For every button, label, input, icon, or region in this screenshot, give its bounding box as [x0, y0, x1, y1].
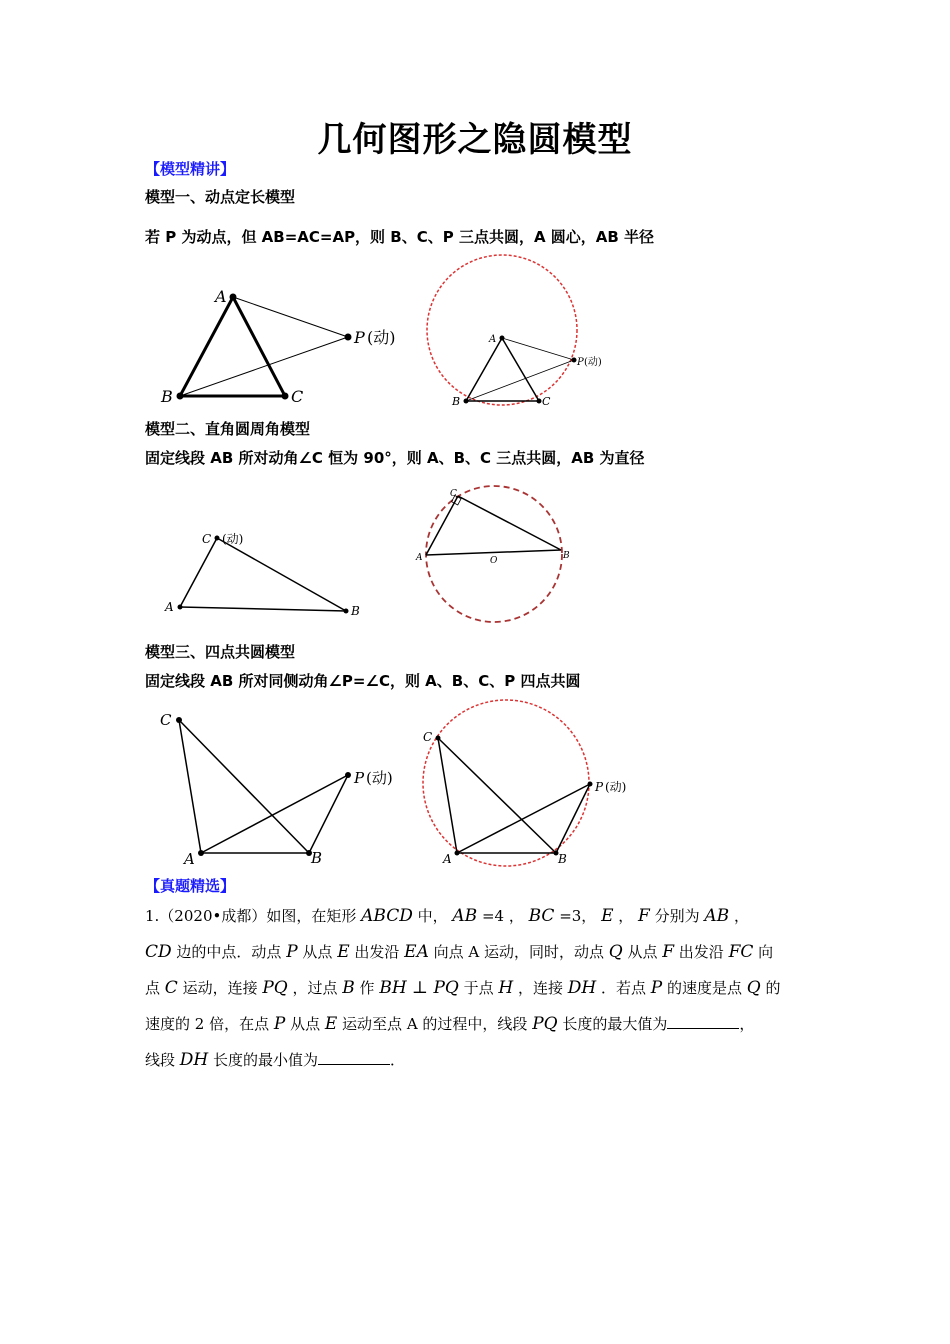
- section-heading-selected-problems: 【真题精选】: [145, 877, 236, 895]
- label-b: B: [351, 604, 360, 618]
- label-c: C: [450, 489, 457, 499]
- label-p-note: (动): [367, 328, 396, 347]
- problem-1: [145, 898, 815, 1078]
- label-c: C: [291, 387, 304, 406]
- model3-heading: 模型三、四点共圆模型: [145, 643, 296, 661]
- model2-figure-right: [410, 482, 580, 627]
- label-b: B: [161, 387, 173, 406]
- problem-line-3: 点 C 运动，连接 PQ ，过点 B 作 BH ⊥ PQ 于点 H ，连接 DH ．若点 P 的速度是点 Q 的: [145, 978, 781, 998]
- label-b: B: [452, 395, 461, 408]
- problem-line-4: 速度的 2 倍，在点 P 从点 E 运动至点 A 的过程中，线段 PQ 长度的最大值为 ，: [145, 1014, 755, 1034]
- label-p-note: (动): [605, 780, 627, 794]
- label-p-note: (动): [584, 357, 602, 368]
- label-o: O: [490, 556, 498, 566]
- model1-figure-left: [150, 280, 420, 410]
- label-b: B: [563, 551, 570, 561]
- model2-description: 固定线段 AB 所对动角∠C 恒为 90°，则 A、B、C 三点共圆，AB 为直径: [145, 449, 645, 467]
- label-c: C: [423, 730, 433, 744]
- point-b: [177, 393, 184, 400]
- point-p: [345, 334, 352, 341]
- label-c: C: [202, 532, 212, 546]
- label-c: C: [542, 395, 551, 408]
- label-c-note: (动): [222, 532, 244, 546]
- model3-description: 固定线段 AB 所对同侧动角∠P=∠C，则 A、B、C、P 四点共圆: [145, 672, 581, 690]
- model1-heading: 模型一、动点定长模型: [145, 188, 296, 206]
- label-a: A: [165, 600, 174, 614]
- hidden-circle: [423, 700, 589, 866]
- label-a: A: [215, 287, 227, 306]
- label-c: C: [160, 711, 172, 729]
- model2-heading: 模型二、直角圆周角模型: [145, 420, 311, 438]
- label-p: P: [595, 780, 604, 794]
- answer-blank-min-dh[interactable]: [318, 1050, 390, 1065]
- label-b: B: [558, 852, 567, 866]
- label-p: P: [577, 357, 584, 368]
- label-b: B: [311, 849, 323, 867]
- label-a: A: [443, 852, 452, 866]
- answer-blank-max-pq[interactable]: [667, 1014, 739, 1029]
- label-p: P: [354, 769, 365, 787]
- section-heading-model-explanation: 【模型精讲】: [145, 160, 236, 178]
- label-a: A: [416, 553, 423, 563]
- problem-line-5: 线段 DH 长度的最小值为 ．: [145, 1050, 406, 1070]
- model1-description: 若 P 为动点，但 AB=AC=AP，则 B、C、P 三点共圆，A 圆心，AB 半径: [145, 228, 655, 246]
- page-title: 几何图形之隐圆模型: [317, 120, 633, 160]
- model1-figure-right: [420, 250, 620, 415]
- model3-figure-left: [150, 705, 410, 870]
- label-p: P: [354, 328, 365, 347]
- hidden-circle: [427, 255, 577, 405]
- point-a: [230, 294, 237, 301]
- label-p-note: (动): [366, 769, 393, 787]
- label-a: A: [489, 334, 497, 345]
- model2-figure-left: [160, 525, 380, 625]
- label-a: A: [184, 850, 195, 868]
- problem-line-1: 1.（2020•成都）如图，在矩形 ABCD 中， AB =4 ， BC =3， E ， F 分别为 AB ，: [145, 906, 749, 926]
- point-c: [282, 393, 289, 400]
- model3-figure-right: [415, 695, 640, 870]
- problem-line-2: CD 边的中点．动点 P 从点 E 出发沿 EA 向点 A 运动，同时，动点 Q 从点 F 出发沿 FC 向: [145, 942, 774, 962]
